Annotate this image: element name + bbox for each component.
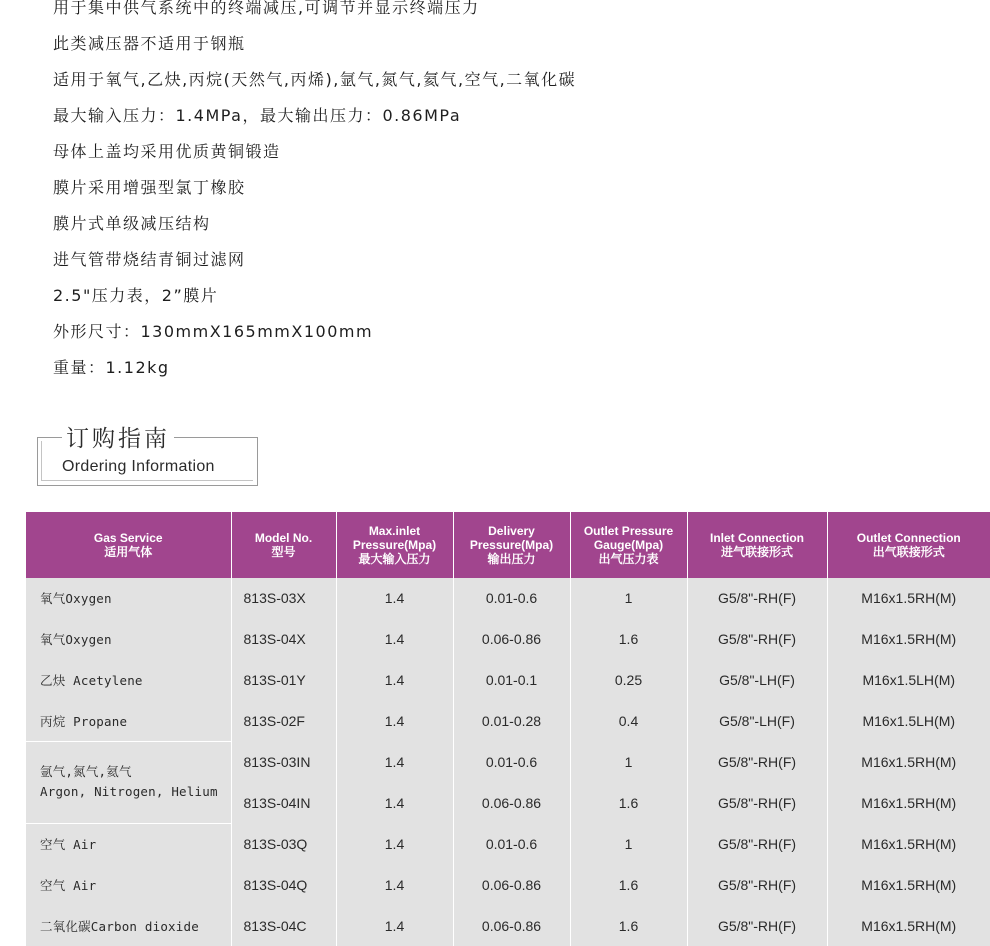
header-outlet-connection: Outlet Connection 出气联接形式 xyxy=(827,512,990,578)
spec-list xyxy=(53,0,576,386)
table-row xyxy=(26,700,990,741)
cell-model: 813S-04Q xyxy=(231,865,336,906)
cell-outlet-connection: M16x1.5RH(M) xyxy=(827,742,990,783)
cell-delivery: 0.06-0.86 xyxy=(453,905,570,946)
spec-item: 此类减压器不适用于钢瓶 xyxy=(53,34,246,53)
cell-delivery: 0.01-0.6 xyxy=(453,578,570,619)
cell-gas: 二氧化碳Carbon dioxide xyxy=(26,905,231,946)
cell-inlet-connection: G5/8"-RH(F) xyxy=(687,742,827,783)
cell-gas: 氧气Oxygen xyxy=(26,619,231,660)
heading-title-cn: 订购指南 xyxy=(62,424,174,454)
cell-gauge: 1 xyxy=(570,578,687,619)
cell-outlet-connection: M16x1.5RH(M) xyxy=(827,823,990,864)
cell-inlet: 1.4 xyxy=(336,700,453,741)
spec-item: 进气管带烧结青铜过滤网 xyxy=(53,250,246,269)
cell-inlet-connection: G5/8"-RH(F) xyxy=(687,905,827,946)
ordering-table xyxy=(26,512,990,946)
cell-inlet-connection: G5/8"-LH(F) xyxy=(687,700,827,741)
ordering-section-heading xyxy=(36,424,258,486)
cell-model: 813S-02F xyxy=(231,700,336,741)
cell-gas: 氧气Oxygen xyxy=(26,578,231,619)
cell-inlet-connection: G5/8"-RH(F) xyxy=(687,823,827,864)
cell-inlet: 1.4 xyxy=(336,823,453,864)
table-row xyxy=(26,619,990,660)
cell-gauge: 1 xyxy=(570,823,687,864)
spec-item: 用于集中供气系统中的终端减压,可调节并显示终端压力 xyxy=(53,0,480,17)
spec-item: 膜片采用增强型氯丁橡胶 xyxy=(53,178,246,197)
cell-outlet-connection: M16x1.5RH(M) xyxy=(827,619,990,660)
cell-inlet-connection: G5/8"-RH(F) xyxy=(687,782,827,823)
cell-outlet-connection: M16x1.5LH(M) xyxy=(827,660,990,701)
cell-model: 813S-04IN xyxy=(231,782,336,823)
cell-inlet-connection: G5/8"-LH(F) xyxy=(687,660,827,701)
cell-outlet-connection: M16x1.5RH(M) xyxy=(827,905,990,946)
cell-model: 813S-04X xyxy=(231,619,336,660)
cell-gauge: 1.6 xyxy=(570,619,687,660)
cell-gauge: 1.6 xyxy=(570,905,687,946)
cell-inlet-connection: G5/8"-RH(F) xyxy=(687,578,827,619)
cell-gauge: 0.25 xyxy=(570,660,687,701)
header-gas-service: Gas Service 适用气体 xyxy=(26,512,231,578)
cell-gas: 乙炔 Acetylene xyxy=(26,660,231,701)
gas-name-en: Argon, Nitrogen, Helium xyxy=(40,784,218,800)
header-outlet-gauge: Outlet Pressure Gauge(Mpa) 出气压力表 xyxy=(570,512,687,578)
cell-outlet-connection: M16x1.5RH(M) xyxy=(827,578,990,619)
spec-item: 重量：1.12kg xyxy=(53,358,170,377)
cell-outlet-connection: M16x1.5LH(M) xyxy=(827,700,990,741)
table-row xyxy=(26,578,990,619)
cell-model: 813S-03X xyxy=(231,578,336,619)
header-model-no: Model No. 型号 xyxy=(231,512,336,578)
cell-inlet-connection: G5/8"-RH(F) xyxy=(687,865,827,906)
cell-delivery: 0.01-0.6 xyxy=(453,742,570,783)
cell-inlet: 1.4 xyxy=(336,660,453,701)
cell-model: 813S-01Y xyxy=(231,660,336,701)
cell-gauge: 1.6 xyxy=(570,865,687,906)
cell-gauge: 1 xyxy=(570,742,687,783)
spec-item: 母体上盖均采用优质黄铜锻造 xyxy=(53,142,281,161)
cell-gauge: 1.6 xyxy=(570,782,687,823)
cell-inlet: 1.4 xyxy=(336,619,453,660)
spec-item: 适用于氧气,乙炔,丙烷(天然气,丙烯),氩气,氮气,氦气,空气,二氧化碳 xyxy=(53,70,577,89)
gas-name-cn: 氩气,氮气,氦气 xyxy=(40,764,132,780)
cell-inlet: 1.4 xyxy=(336,905,453,946)
header-delivery: Delivery Pressure(Mpa) 输出压力 xyxy=(453,512,570,578)
cell-delivery: 0.06-0.86 xyxy=(453,782,570,823)
table-row xyxy=(26,660,990,701)
cell-delivery: 0.06-0.86 xyxy=(453,865,570,906)
table-row xyxy=(26,742,990,783)
header-max-inlet: Max.inlet Pressure(Mpa) 最大输入压力 xyxy=(336,512,453,578)
cell-gauge: 0.4 xyxy=(570,700,687,741)
cell-inlet: 1.4 xyxy=(336,782,453,823)
cell-delivery: 0.01-0.28 xyxy=(453,700,570,741)
cell-gas: 空气 Air xyxy=(26,865,231,906)
spec-item: 最大输入压力：1.4MPa，最大输出压力：0.86MPa xyxy=(53,106,462,125)
cell-gas: 空气 Air xyxy=(26,823,231,864)
cell-delivery: 0.01-0.6 xyxy=(453,823,570,864)
cell-inlet: 1.4 xyxy=(336,865,453,906)
cell-delivery: 0.01-0.1 xyxy=(453,660,570,701)
heading-title-en: Ordering Information xyxy=(62,458,215,475)
cell-inlet: 1.4 xyxy=(336,578,453,619)
table-row xyxy=(26,823,990,864)
cell-model: 813S-03IN xyxy=(231,742,336,783)
table-row xyxy=(26,865,990,906)
cell-inlet: 1.4 xyxy=(336,742,453,783)
cell-delivery: 0.06-0.86 xyxy=(453,619,570,660)
spec-item: 膜片式单级减压结构 xyxy=(53,214,211,233)
cell-outlet-connection: M16x1.5RH(M) xyxy=(827,782,990,823)
cell-gas: 丙烷 Propane xyxy=(26,700,231,741)
table-header-row xyxy=(26,512,990,578)
cell-outlet-connection: M16x1.5RH(M) xyxy=(827,865,990,906)
cell-inlet-connection: G5/8"-RH(F) xyxy=(687,619,827,660)
table-row xyxy=(26,905,990,946)
cell-model: 813S-03Q xyxy=(231,823,336,864)
spec-item: 2.5"压力表，2”膜片 xyxy=(53,286,219,305)
cell-gas xyxy=(26,742,231,824)
cell-model: 813S-04C xyxy=(231,905,336,946)
header-inlet-connection: Inlet Connection 进气联接形式 xyxy=(687,512,827,578)
spec-item: 外形尺寸：130mmX165mmX100mm xyxy=(53,322,374,341)
